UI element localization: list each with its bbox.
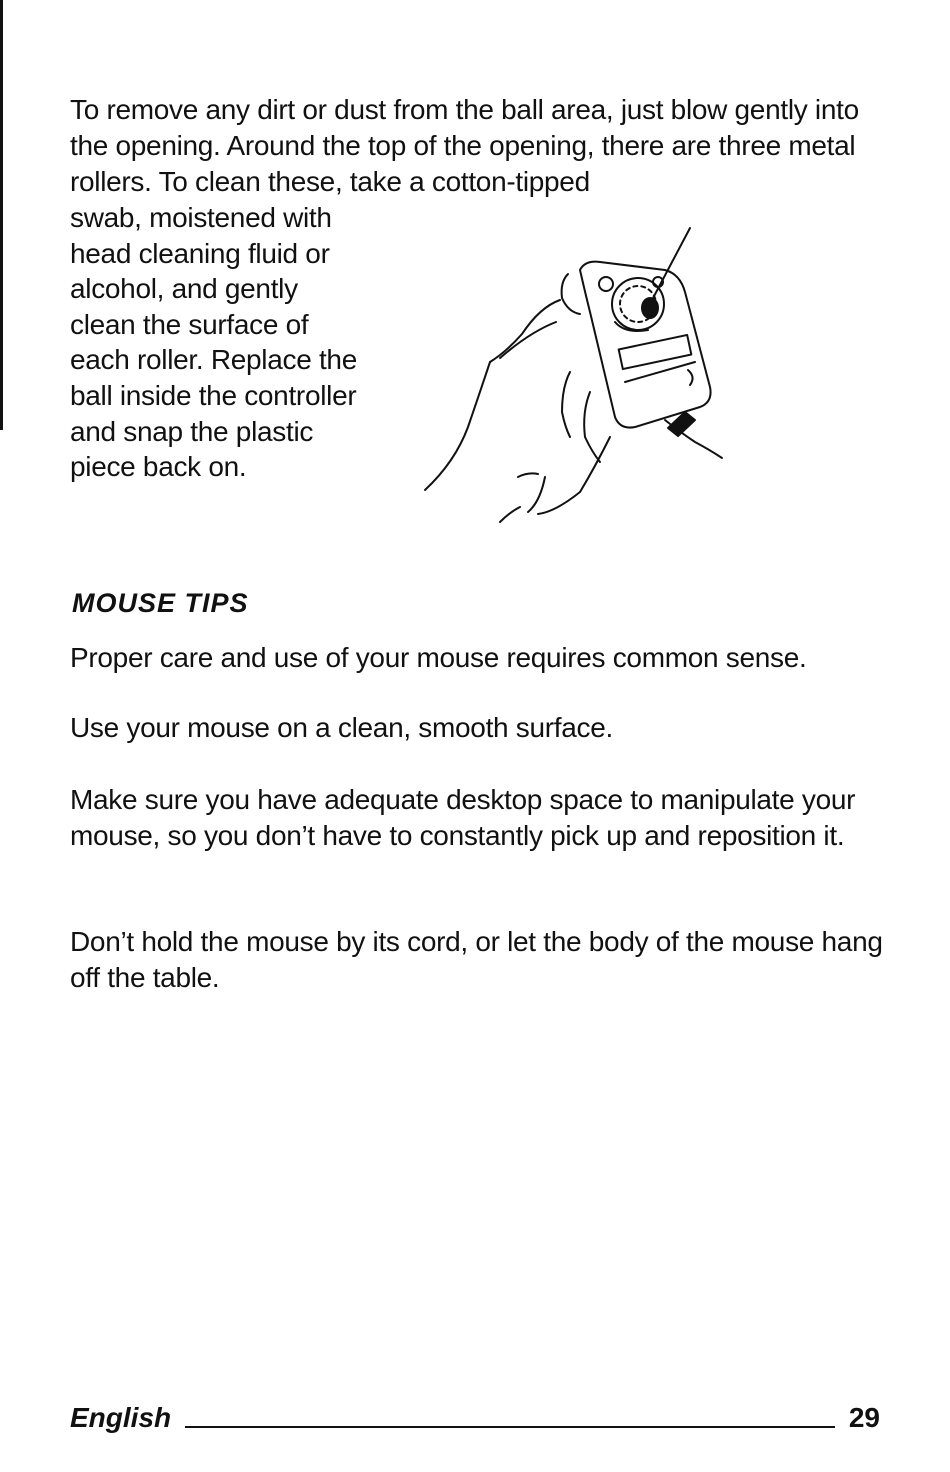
page-number: 29 [848, 1402, 880, 1433]
footer-rule [185, 1426, 835, 1428]
hand-cleaning-mouse-ball-illustration [410, 222, 730, 547]
tip-paragraph-common-sense: Proper care and use of your mouse requires common sense. [70, 642, 807, 673]
intro-paragraph: To remove any dirt or dust from the ball area, just blow gently into the opening. Around the top of the opening, there are three metal rollers. To clean these, take a cotton-tipped [70, 94, 859, 197]
cleaning-instructions-paragraph: swab, moistened with head cleaning fluid or alcohol, and gently clean the surface of each roller. Replace the ball inside the controller and snap the plastic piece back on. [70, 202, 357, 483]
page-edge-line [0, 0, 3, 430]
page-footer [70, 1394, 880, 1434]
tip-paragraph-cord: Don’t hold the mouse by its cord, or let the body of the mouse hang off the table. [70, 926, 883, 993]
tip-paragraph-clean-surface: Use your mouse on a clean, smooth surface. [70, 712, 614, 743]
footer-language-label: English [70, 1402, 172, 1433]
section-heading-mouse-tips: MOUSE TIPS [72, 588, 249, 618]
tip-paragraph-desktop-space: Make sure you have adequate desktop space to manipulate your mouse, so you don’t have to constantly pick up and reposition it. [70, 784, 856, 851]
